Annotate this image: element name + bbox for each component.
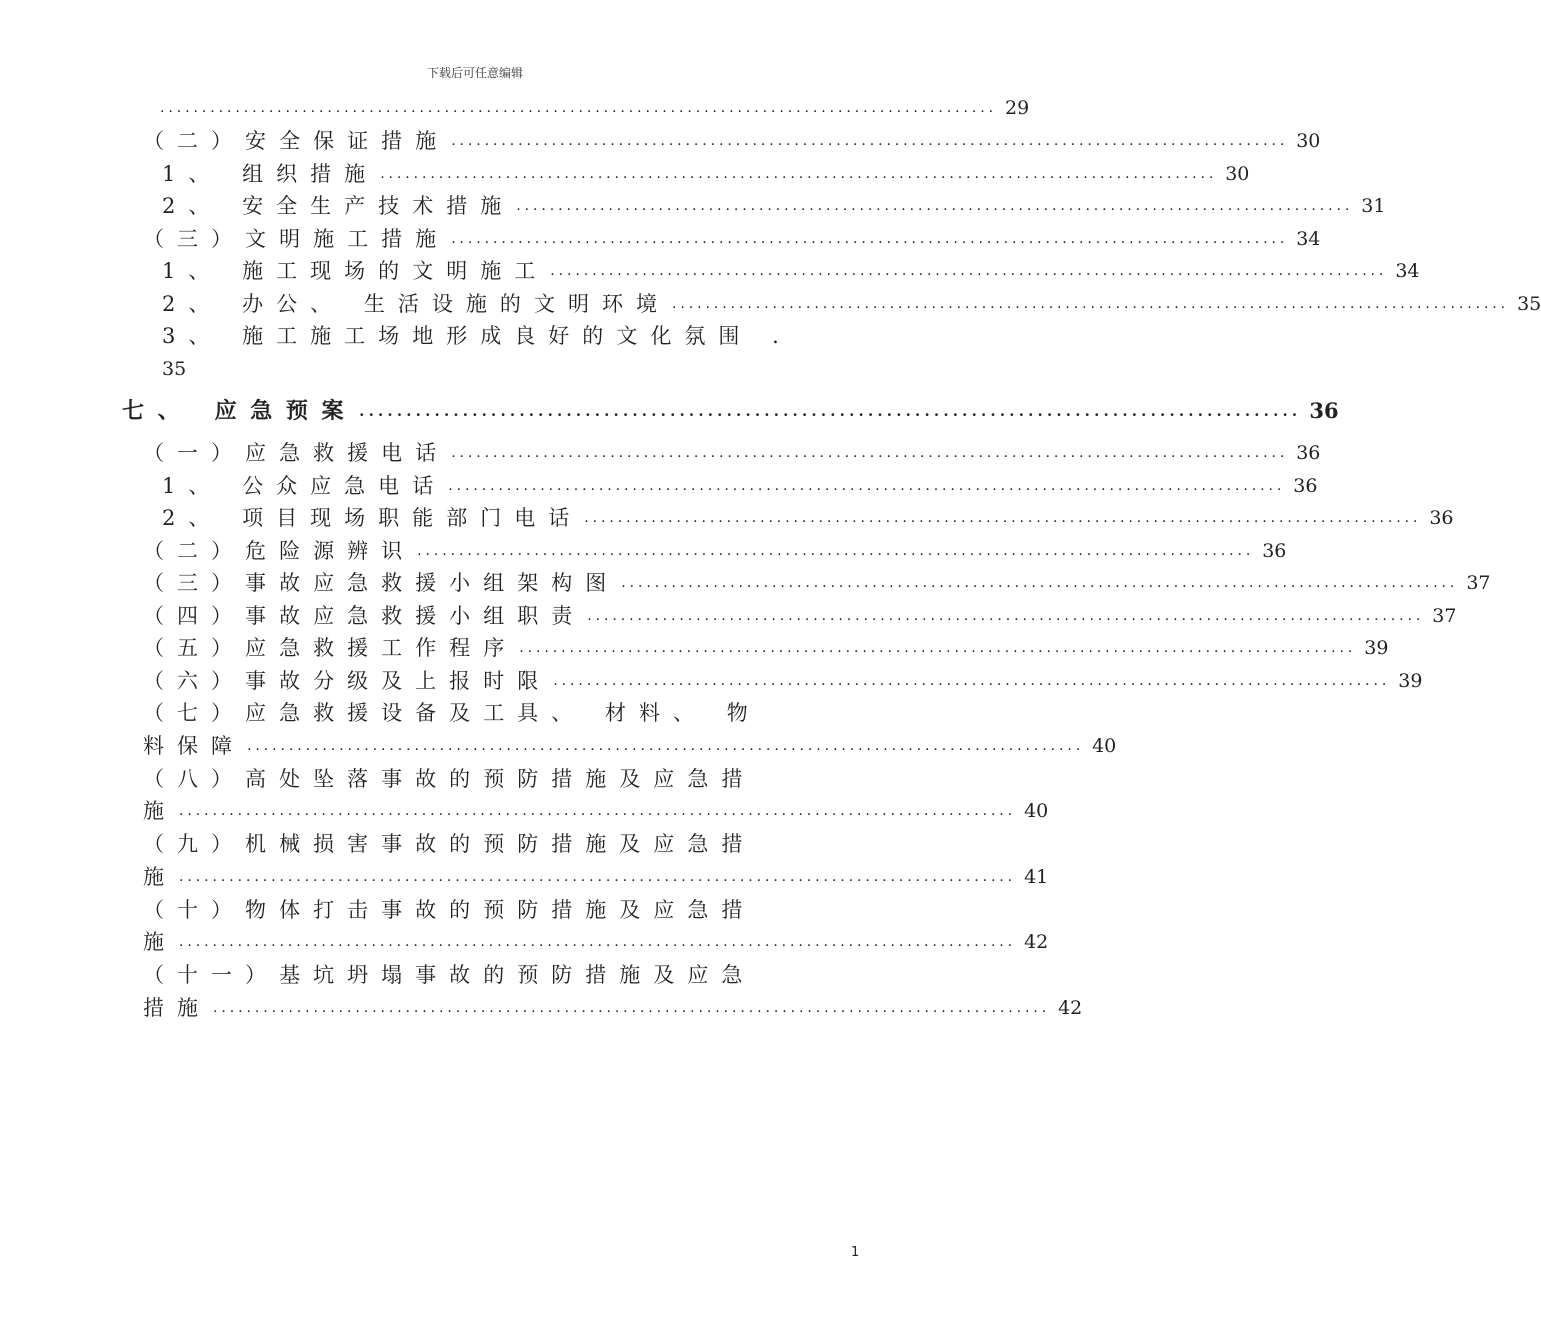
toc-entry[interactable]	[143, 224, 1321, 254]
toc-page-number: 30	[1296, 130, 1321, 152]
toc-page-number: 34	[1296, 228, 1321, 250]
toc-entry-label: 施	[143, 865, 178, 889]
toc-entry-label: （八）高处坠落事故的预防措施及应急措	[143, 767, 756, 791]
toc-page-number: 30	[1225, 163, 1250, 185]
toc-page-number: 42	[1024, 931, 1049, 953]
toc-entry-label: 1、 公众应急电话	[162, 474, 447, 498]
toc-entry[interactable]	[143, 666, 1423, 696]
toc-entry-continuation	[162, 354, 262, 384]
toc-page-number: 31	[1361, 195, 1386, 217]
toc-leader-dots: ....................................................................................................	[451, 133, 1289, 149]
toc-leader-dots: ....................................................................................................	[359, 402, 1302, 420]
toc-entry-label: （十）物体打击事故的预防措施及应急措	[143, 898, 756, 922]
toc-entry[interactable]	[143, 601, 1457, 631]
toc-leader-dots: ....................................................................................................	[550, 263, 1388, 279]
toc-entry-label: 2、 项目现场职能部门电话	[162, 506, 583, 530]
toc-page-number: 39	[1364, 637, 1389, 659]
toc-entry[interactable]	[162, 159, 1250, 189]
toc-leader-dots: ....................................................................................................	[179, 869, 1017, 885]
toc-leader-dots: ....................................................................................................	[247, 738, 1085, 754]
toc-entry[interactable]	[143, 438, 1321, 468]
toc-entry-label: （二）安全保证措施	[143, 129, 450, 153]
toc-page-number: 39	[1398, 670, 1423, 692]
toc-leader-dots: ....................................................................................................	[380, 166, 1218, 182]
toc-entry[interactable]	[162, 191, 1386, 221]
toc-chapter-entry[interactable]	[122, 396, 1339, 426]
toc-page-number: 35	[1517, 293, 1541, 315]
toc-entry-label: 3、 施工施工场地形成良好的文化氛围 .	[162, 324, 792, 348]
toc-entry-label: （十一）基坑坍塌事故的预防措施及应急	[143, 963, 756, 987]
toc-entry-label: （四）事故应急救援小组职责	[143, 604, 586, 628]
toc-leader-dots: ....................................................................................................	[417, 543, 1255, 559]
toc-leader-dots: ....................................................................................................	[587, 608, 1425, 624]
page-header: 下载后可任意编辑	[426, 66, 523, 80]
page-number: 1	[851, 1245, 860, 1260]
toc-leader-dots: ....................................................................................................	[553, 673, 1391, 689]
toc-entry-label: 料保障	[143, 734, 246, 758]
toc-leader-dots: ....................................................................................................	[519, 640, 1357, 656]
toc-entry-continuation[interactable]	[143, 993, 1083, 1023]
toc-entry[interactable]	[162, 321, 836, 351]
toc-entry[interactable]	[162, 503, 1454, 533]
toc-entry[interactable]	[143, 764, 836, 794]
toc-entry[interactable]	[143, 536, 1287, 566]
toc-entry[interactable]	[162, 256, 1420, 286]
toc-entry-label: 施	[143, 930, 178, 954]
toc-entry[interactable]	[143, 126, 1321, 156]
toc-page-number: 29	[1005, 97, 1030, 119]
toc-leader-dots: ....................................................................................................	[516, 198, 1354, 214]
toc-entry[interactable]	[143, 698, 836, 728]
toc-entry[interactable]	[143, 829, 836, 859]
toc-page-number: 36	[1262, 540, 1287, 562]
toc-leader-dots: ....................................................................................................	[621, 575, 1459, 591]
toc-leader-dots: ....................................................................................................	[672, 296, 1510, 312]
toc-entry[interactable]	[162, 471, 1318, 501]
toc-leader-dots: ....................................................................................................	[179, 803, 1017, 819]
toc-entry[interactable]	[143, 895, 836, 925]
toc-page-number: 37	[1466, 572, 1491, 594]
toc-entry[interactable]	[162, 289, 1541, 319]
toc-page-number: 40	[1092, 735, 1117, 757]
toc-page-number: 41	[1024, 866, 1049, 888]
toc-page-number: 36	[1309, 398, 1339, 423]
toc-entry-label: （六）事故分级及上报时限	[143, 669, 552, 693]
toc-entry-continuation[interactable]	[143, 862, 1049, 892]
toc-entry-label: （二）危险源辨识	[143, 539, 416, 563]
toc-leader-dots: ....................................................................................................	[451, 231, 1289, 247]
toc-leader-dots: ....................................................................................................	[160, 100, 998, 116]
toc-leader-dots: ....................................................................................................	[448, 478, 1286, 494]
toc-entry-label: 1、 组织措施	[162, 162, 379, 186]
toc-entry-label: （三）事故应急救援小组架构图	[143, 571, 620, 595]
toc-entry-continuation[interactable]	[143, 796, 1049, 826]
toc-page-number: 40	[1024, 800, 1049, 822]
toc-entry-label: （七）应急救援设备及工具、 材料、 物	[143, 701, 761, 725]
toc-entry-label: （一）应急救援电话	[143, 441, 450, 465]
toc-entry[interactable]	[143, 633, 1389, 663]
toc-entry-label: 2、 办公、 生活设施的文明环境	[162, 292, 671, 316]
toc-entry-label: （九）机械损害事故的预防措施及应急措	[143, 832, 756, 856]
toc-entry-label: 2、 安全生产技术措施	[162, 194, 515, 218]
toc-entry-label: 施	[143, 799, 178, 823]
toc-entry-label: 1、 施工现场的文明施工	[162, 259, 549, 283]
toc-entry-label: 措施	[143, 996, 212, 1020]
toc-entry-continuation[interactable]	[143, 731, 1117, 761]
toc-page-number: 34	[1395, 260, 1420, 282]
toc-leader-dots: ....................................................................................................	[213, 1000, 1051, 1016]
toc-entry-label: （三）文明施工措施	[143, 227, 450, 251]
toc-page-number: 36	[1296, 442, 1321, 464]
toc-leader-dots: ....................................................................................................	[451, 445, 1289, 461]
toc-entry[interactable]	[143, 960, 836, 990]
toc-entry[interactable]	[143, 568, 1491, 598]
toc-leader-dots: ....................................................................................................	[179, 934, 1017, 950]
toc-page-number: 42	[1058, 997, 1083, 1019]
toc-page-number: 36	[1429, 507, 1454, 529]
toc-entry[interactable]	[160, 93, 1030, 123]
toc-page-number: 35	[162, 358, 187, 380]
toc-page-number: 37	[1432, 605, 1457, 627]
toc-entry-label: （五）应急救援工作程序	[143, 636, 518, 660]
toc-entry-continuation[interactable]	[143, 927, 1049, 957]
toc-entry-label: 七、 应急预案	[122, 398, 358, 424]
toc-page-number: 36	[1293, 475, 1318, 497]
toc-leader-dots: ....................................................................................................	[584, 510, 1422, 526]
